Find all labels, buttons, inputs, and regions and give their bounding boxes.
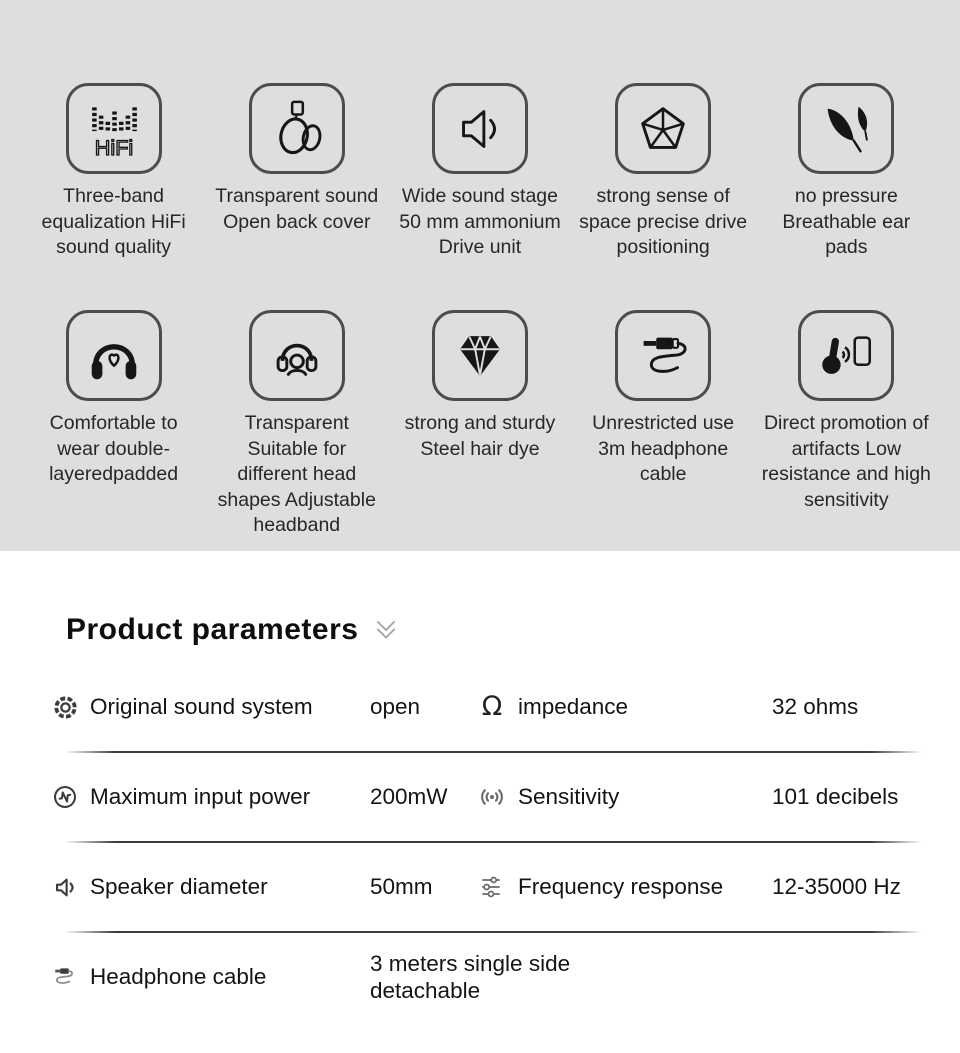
speaker-small-icon xyxy=(52,874,79,901)
page-title: Product parameters xyxy=(66,613,359,646)
icon-box xyxy=(249,310,345,401)
feature-hifi xyxy=(22,83,205,310)
table-row xyxy=(52,843,934,931)
icon-box xyxy=(615,310,711,401)
feature-caption: Unrestricted use 3m headphone cable xyxy=(592,412,735,485)
feature-row xyxy=(22,83,938,310)
feathers-icon xyxy=(815,98,877,160)
svg-text:HiFi: HiFi xyxy=(94,134,133,160)
param-value: 50mm xyxy=(370,874,433,899)
param-value: open xyxy=(370,694,421,719)
feature-caption: strong sense of space precise drive positioning xyxy=(579,185,748,258)
icon-box xyxy=(615,83,711,174)
table-row xyxy=(52,663,934,751)
cable-small-icon xyxy=(52,964,78,990)
person-headphones-icon xyxy=(266,325,328,387)
param-value: 200mW xyxy=(370,784,448,809)
feature-caption: no pressure Breathable ear pads xyxy=(782,185,911,258)
earbud-phone-icon xyxy=(815,325,877,387)
param-label: Maximum input power xyxy=(90,784,311,809)
open-back-rings-icon xyxy=(266,98,328,160)
icon-box xyxy=(66,83,162,174)
feature-caption: Transparent sound Open back cover xyxy=(215,185,379,233)
feature-comfortable xyxy=(22,310,205,539)
param-label: Speaker diameter xyxy=(90,874,268,899)
param-value: 12-35000 Hz xyxy=(772,874,901,899)
icon-box xyxy=(798,83,894,174)
icon-box xyxy=(798,310,894,401)
param-value: 101 decibels xyxy=(772,784,899,809)
param-label: Frequency response xyxy=(518,874,724,899)
icon-box xyxy=(432,310,528,401)
param-label: Original sound system xyxy=(90,694,313,719)
product-parameters-section xyxy=(0,551,960,1021)
icon-box xyxy=(66,310,162,401)
feature-caption: Wide sound stage 50 mm ammonium Drive unit xyxy=(399,185,561,258)
params-header xyxy=(0,551,960,663)
feature-cable-3m xyxy=(572,310,755,539)
gear-icon xyxy=(52,694,79,721)
feature-adjustable-headband xyxy=(205,310,388,539)
svg-text:Ω: Ω xyxy=(481,693,503,721)
feature-caption: Comfortable to wear double-layeredpadded xyxy=(49,412,179,485)
param-label: Sensitivity xyxy=(518,784,620,809)
feature-row xyxy=(22,310,938,539)
feature-steel-headband xyxy=(388,310,571,539)
omega-icon xyxy=(478,693,506,721)
feature-caption: Transparent Suitable for different head shapes Adjustable headband xyxy=(217,412,376,536)
table-row xyxy=(52,753,934,841)
feature-sound-stage xyxy=(388,83,571,310)
hifi-equalizer-icon xyxy=(81,98,147,160)
feature-open-back xyxy=(205,83,388,310)
chevron-double-down-icon[interactable] xyxy=(372,618,400,642)
signal-waves-icon xyxy=(478,783,506,811)
pentagon-star-icon xyxy=(632,98,694,160)
feature-caption: Direct promotion of artifacts Low resistance and high sensitivity xyxy=(761,412,931,511)
icon-box xyxy=(249,83,345,174)
cable-icon xyxy=(632,325,694,387)
feature-caption: strong and sturdy Steel hair dye xyxy=(404,412,556,460)
feature-caption: Three-band equalization HiFi sound quality xyxy=(41,185,186,258)
pulse-circle-icon xyxy=(52,784,78,810)
sliders-icon xyxy=(478,874,504,900)
feature-space-positioning xyxy=(572,83,755,310)
parameters-table xyxy=(0,663,960,1021)
speaker-icon xyxy=(449,98,511,160)
feature-low-resistance xyxy=(755,310,938,539)
param-label: Headphone cable xyxy=(90,964,267,989)
param-value: 3 meters single side detachable xyxy=(370,951,571,1003)
diamond-icon xyxy=(449,325,511,387)
param-label: impedance xyxy=(518,694,629,719)
icon-box xyxy=(432,83,528,174)
feature-ear-pads xyxy=(755,83,938,310)
headphones-heart-icon xyxy=(83,325,145,387)
table-row xyxy=(52,933,934,1021)
param-value: 32 ohms xyxy=(772,694,859,719)
